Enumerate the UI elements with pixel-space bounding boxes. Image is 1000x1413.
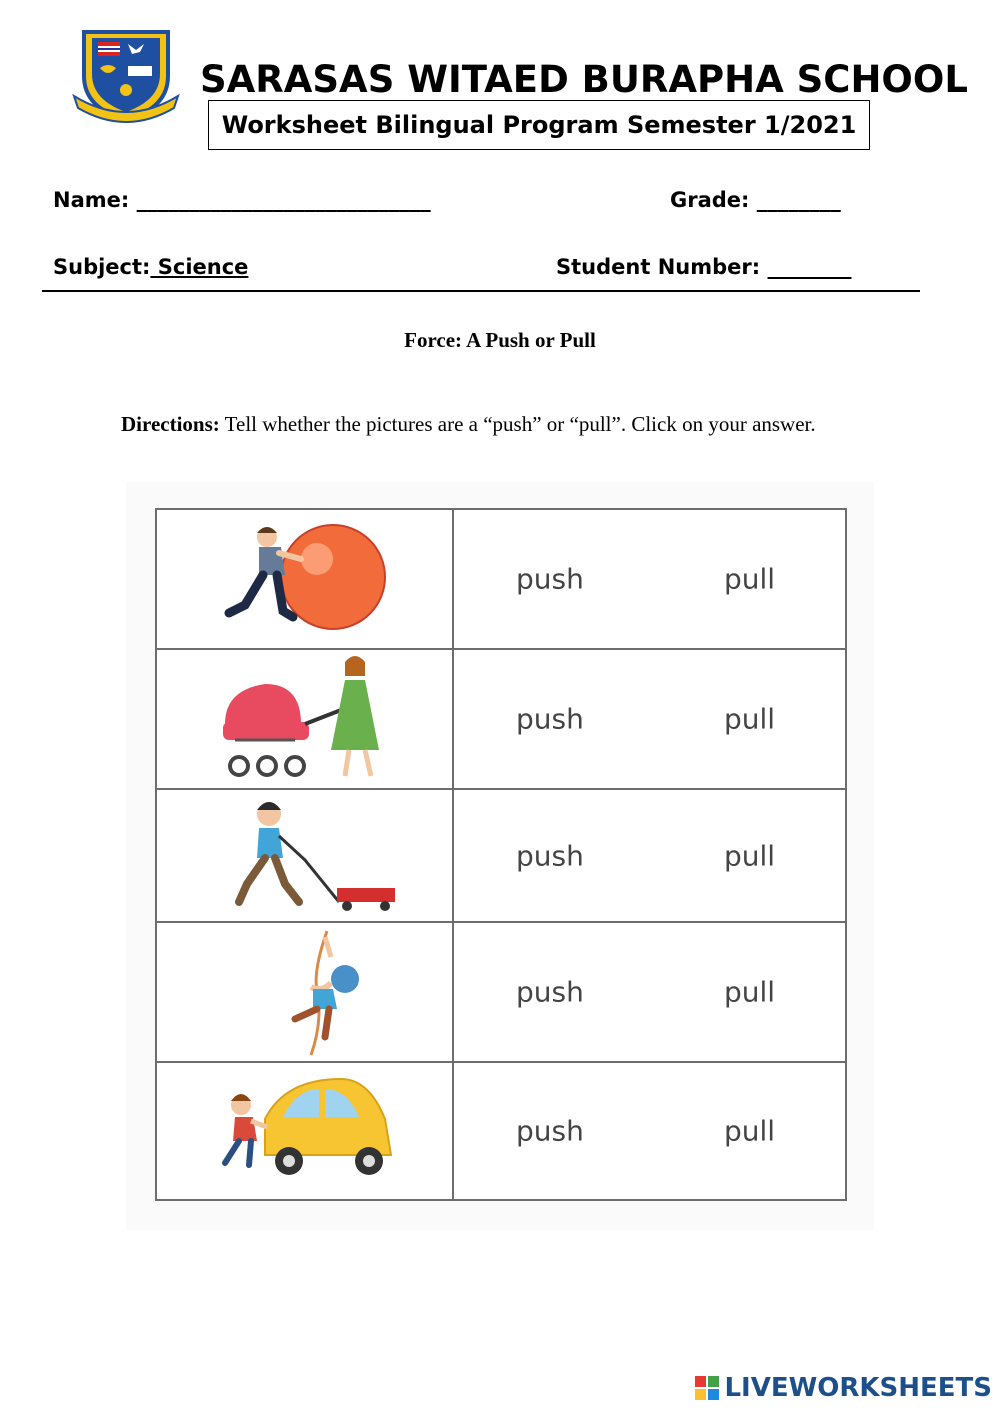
subject-field (53, 255, 248, 279)
answer-cell (453, 649, 846, 789)
student-number-label: Student Number: (556, 255, 761, 279)
picture-cell (156, 789, 453, 922)
boy-pushing-ball-icon (205, 519, 405, 639)
directions-text: Tell whether the pictures are a “push” or “pull”. Click on your answer. (219, 412, 816, 436)
answer-table-container (126, 482, 874, 1230)
student-number-field (556, 255, 851, 279)
student-number-blank: ________ (767, 255, 852, 279)
name-blank: ____________________________ (136, 188, 431, 212)
woman-pushing-stroller-icon (205, 654, 405, 784)
grade-field (670, 188, 841, 212)
directions-label: Directions: (121, 412, 220, 436)
table-row (156, 789, 846, 922)
push-option[interactable]: push (516, 1114, 584, 1148)
push-option[interactable]: push (516, 702, 584, 736)
directions (121, 410, 851, 439)
liveworksheets-logo-icon (694, 1375, 720, 1401)
subject-value: Science (150, 255, 249, 279)
worksheet-title: Force: A Push or Pull (404, 328, 596, 352)
picture-cell (156, 922, 453, 1062)
brand-text: LIVEWORKSHEETS (724, 1373, 992, 1403)
pull-option[interactable]: pull (724, 702, 776, 736)
table-row (156, 1062, 846, 1200)
boy-pulling-wagon-icon (205, 796, 405, 916)
answer-cell (453, 1062, 846, 1200)
push-option[interactable]: push (516, 839, 584, 872)
picture-cell (156, 1062, 453, 1200)
pull-option[interactable]: pull (724, 1114, 776, 1148)
header-divider (42, 290, 920, 292)
name-label: Name: (53, 188, 130, 212)
school-crest-icon (70, 28, 182, 124)
table-row (156, 922, 846, 1062)
push-option[interactable]: push (516, 975, 584, 1009)
answer-cell (453, 509, 846, 649)
pull-option[interactable]: pull (724, 975, 776, 1009)
boy-climbing-rope-icon (205, 927, 405, 1057)
grade-blank: ________ (756, 188, 841, 212)
picture-cell (156, 649, 453, 789)
name-field (53, 188, 431, 212)
picture-cell (156, 509, 453, 649)
table-row (156, 649, 846, 789)
answer-cell (453, 789, 846, 922)
answer-cell (453, 922, 846, 1062)
pull-option[interactable]: pull (724, 839, 776, 872)
liveworksheets-brand (694, 1373, 992, 1403)
push-option[interactable]: push (516, 562, 584, 596)
subject-label: Subject: (53, 255, 151, 279)
school-name: SARASAS WITAED BURAPHA SCHOOL (200, 58, 968, 101)
answer-table (155, 508, 847, 1201)
pull-option[interactable]: pull (724, 562, 776, 596)
worksheet-subtitle: Worksheet Bilingual Program Semester 1/2021 (208, 100, 870, 150)
boy-pushing-car-icon (205, 1071, 405, 1191)
grade-label: Grade: (670, 188, 750, 212)
table-row (156, 509, 846, 649)
